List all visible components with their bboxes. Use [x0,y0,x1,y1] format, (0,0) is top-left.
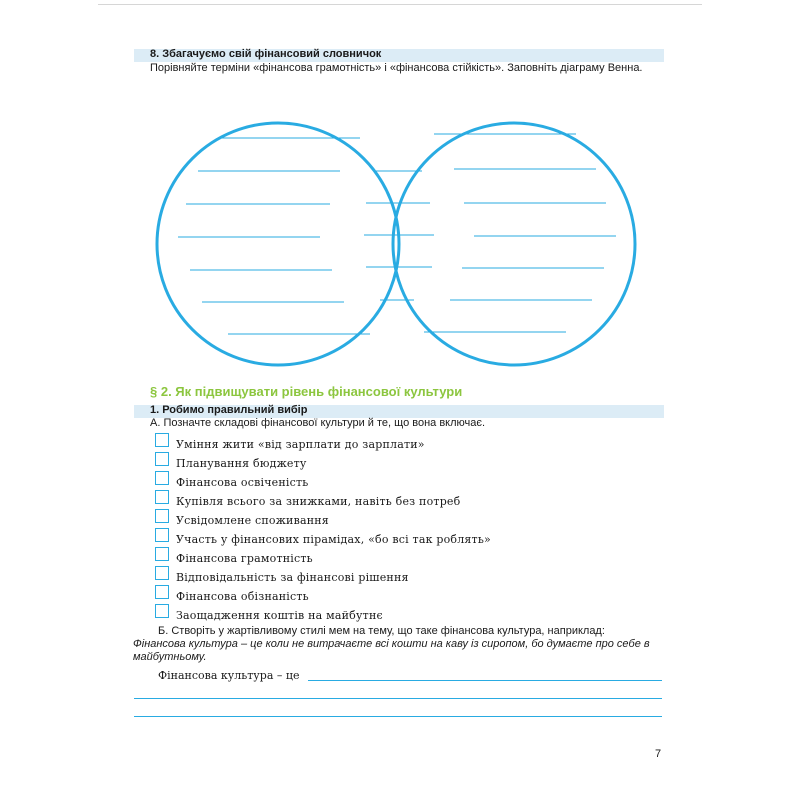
option-checkbox[interactable] [155,585,169,599]
option-label: Планування бюджету [176,457,307,470]
answer-line[interactable] [308,680,662,681]
page-number: 7 [655,748,662,760]
option-label: Фінансова освіченість [176,476,309,489]
section-title: § 2. Як підвищувати рівень фінансової культури [150,384,463,399]
answer-label: Фінансова культура – це [158,669,300,682]
option-label: Участь у фінансових пірамідах, «бо всі так роблять» [176,533,491,546]
answer-line[interactable] [134,698,662,699]
venn-left-circle [157,123,399,365]
answer-line[interactable] [134,716,662,717]
option-checkbox[interactable] [155,509,169,523]
option-label: Заощадження коштів на майбутнє [176,609,383,622]
option-checkbox[interactable] [155,604,169,618]
meme-example: Фінансова культура – це коли не витрачаєте всі кошти на каву із сиропом, бо думаєте про себе в майбутньому. [133,638,650,663]
option-label: Відповідальність за фінансові рішення [176,571,409,584]
option-label: Усвідомлене споживання [176,514,329,527]
option-checkbox[interactable] [155,490,169,504]
task-1-part-b: Б. Створіть у жартівливому стилі мем на тему, що таке фінансова культура, наприклад: [158,625,605,637]
task-8-number: 8. [150,48,160,60]
option-label: Купівля всього за знижками, навіть без потреб [176,495,461,508]
option-label: Фінансова обізнаність [176,590,309,603]
venn-right-circle [393,123,635,365]
option-checkbox[interactable] [155,471,169,485]
option-checkbox[interactable] [155,433,169,447]
option-checkbox[interactable] [155,566,169,580]
task-1-title: 1. Робимо правильний вибір [150,404,308,416]
option-label: Уміння жити «від зарплати до зарплати» [176,438,425,451]
task-8-instruction: Порівняйте терміни «фінансова грамотність» і «фінансова стійкість». Заповніть діаграму Венна. [150,62,643,74]
option-checkbox[interactable] [155,452,169,466]
option-checkbox[interactable] [155,547,169,561]
option-label: Фінансова грамотність [176,552,313,565]
option-checkbox[interactable] [155,528,169,542]
task-1-part-a: А. Позначте складові фінансової культури й те, що вона включає. [150,417,486,429]
task-8-title-text: Збагачуємо свій фінансовий словничок [162,48,382,60]
